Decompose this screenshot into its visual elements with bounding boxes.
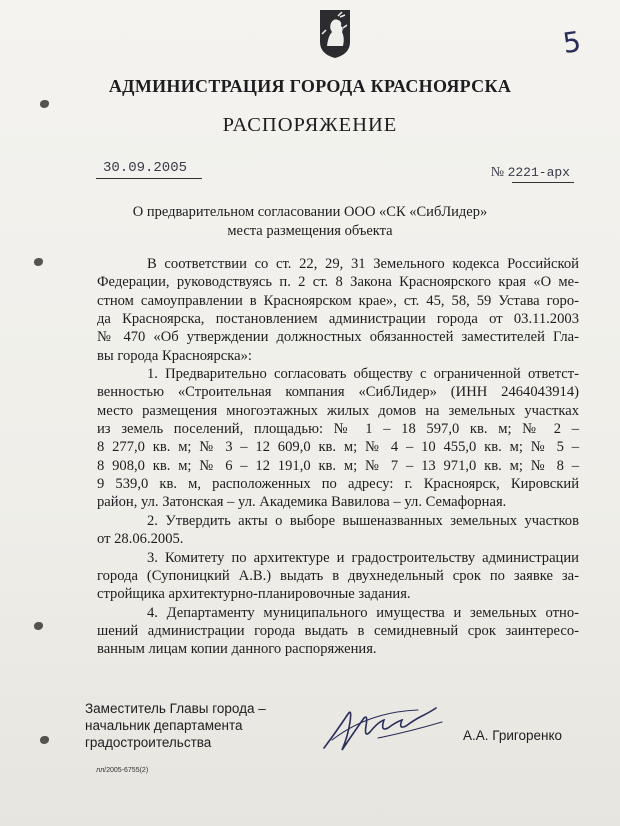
number-value: 2221-арх	[507, 165, 570, 180]
position-line: градостроительства	[85, 735, 212, 750]
document-body	[97, 255, 579, 659]
heading-line: места размещения объекта	[227, 223, 393, 239]
text-line: 1. Предварительно согласовать обществу с ограниченной ответст-	[147, 366, 579, 383]
text-line: 8 908,0 кв. м; № 6 – 12 191,0 кв. м; № 7 – 13 971,0 кв. м; № 8 –	[97, 457, 579, 474]
item-2-paragraph	[97, 512, 579, 549]
text-line: 2. Утвердить акты о выборе вышеназванных земельных участков	[147, 512, 579, 529]
punch-hole-mark	[40, 736, 49, 744]
text-line: 3. Комитету по архитектуре и градостроительству администрации	[147, 549, 579, 566]
text-line: В соответствии со ст. 22, 29, 31 Земельного кодекса Российской	[147, 256, 579, 272]
punch-hole-mark	[34, 258, 43, 266]
text-line: города (Супоницкий А.В.) выдать в двухнедельный срок по заявке за-	[97, 567, 579, 584]
handwritten-page-mark: 5	[560, 24, 584, 61]
text-line: да Красноярска, постановлением администрации города от 03.11.2003	[97, 311, 579, 328]
document-heading	[0, 203, 620, 241]
number-underline	[512, 182, 574, 183]
date-underline	[96, 178, 202, 179]
position-line: Заместитель Главы города –	[85, 701, 266, 716]
text-line: 4. Департаменту муниципального имущества и земельных отно-	[147, 604, 579, 621]
handwritten-signature	[318, 692, 448, 762]
item-4-paragraph	[97, 604, 579, 659]
organization-title: АДМИНИСТРАЦИЯ ГОРОДА КРАСНОЯРСКА	[108, 76, 512, 96]
text-line: венностью «Строительная компания «СибЛидер» (ИНН 2464043914)	[97, 384, 579, 401]
text-line: место размещения многоэтажных жилых домов на земельных участках	[97, 402, 579, 419]
number-sign: №	[490, 165, 505, 180]
text-line: ванным лицам копии данного распоряжения.	[97, 641, 377, 658]
position-line: начальник департамента	[85, 718, 243, 733]
text-line: стном самоуправлении в Красноярском крае», ст. 45, 58, 59 Устава горо-	[97, 292, 579, 309]
text-line: от 28.06.2005.	[97, 531, 184, 548]
footer-code: лл/2005-6755(2)	[96, 767, 149, 774]
punch-hole-mark	[40, 100, 49, 108]
signatory-name: А.А. Григоренко	[463, 728, 563, 743]
text-line: из земель поселений, площадью: № 1 – 18 597,0 кв. м; № 2 –	[97, 421, 579, 438]
text-line: шений администрации города выдать в семидневный срок заинтересо-	[97, 622, 579, 639]
preamble-paragraph	[97, 255, 579, 365]
heading-line: О предварительном согласовании ООО «СК «СибЛидер»	[132, 204, 488, 220]
text-line: № 470 «Об утверждении должностных обязанностей заместителей Гла-	[97, 329, 579, 346]
coat-of-arms-lion-icon	[318, 8, 352, 60]
document-date: 30.09.2005	[103, 160, 188, 176]
text-line: вы города Красноярска»:	[97, 347, 252, 364]
punch-hole-mark	[34, 622, 43, 630]
text-line: Федерации, руководствуясь п. 2 ст. 8 Закона Красноярского края «О ме-	[97, 274, 579, 291]
item-3-paragraph	[97, 549, 579, 604]
text-line: 8 277,0 кв. м; № 3 – 12 609,0 кв. м; № 4 – 10 455,0 кв. м; № 5 –	[97, 439, 579, 456]
signatory-position	[85, 700, 266, 751]
item-1-paragraph	[97, 365, 579, 512]
text-line: 9 539,0 кв. м, расположенных по адресу: г. Красноярск, Кировский	[97, 476, 579, 493]
text-line: район, ул. Затонская – ул. Академика Вавилова – ул. Семафорная.	[97, 494, 507, 511]
document-number	[491, 165, 570, 181]
text-line: стройщика архитектурно-планировочные задания.	[97, 586, 411, 603]
document-type: РАСПОРЯЖЕНИЕ	[222, 114, 398, 136]
